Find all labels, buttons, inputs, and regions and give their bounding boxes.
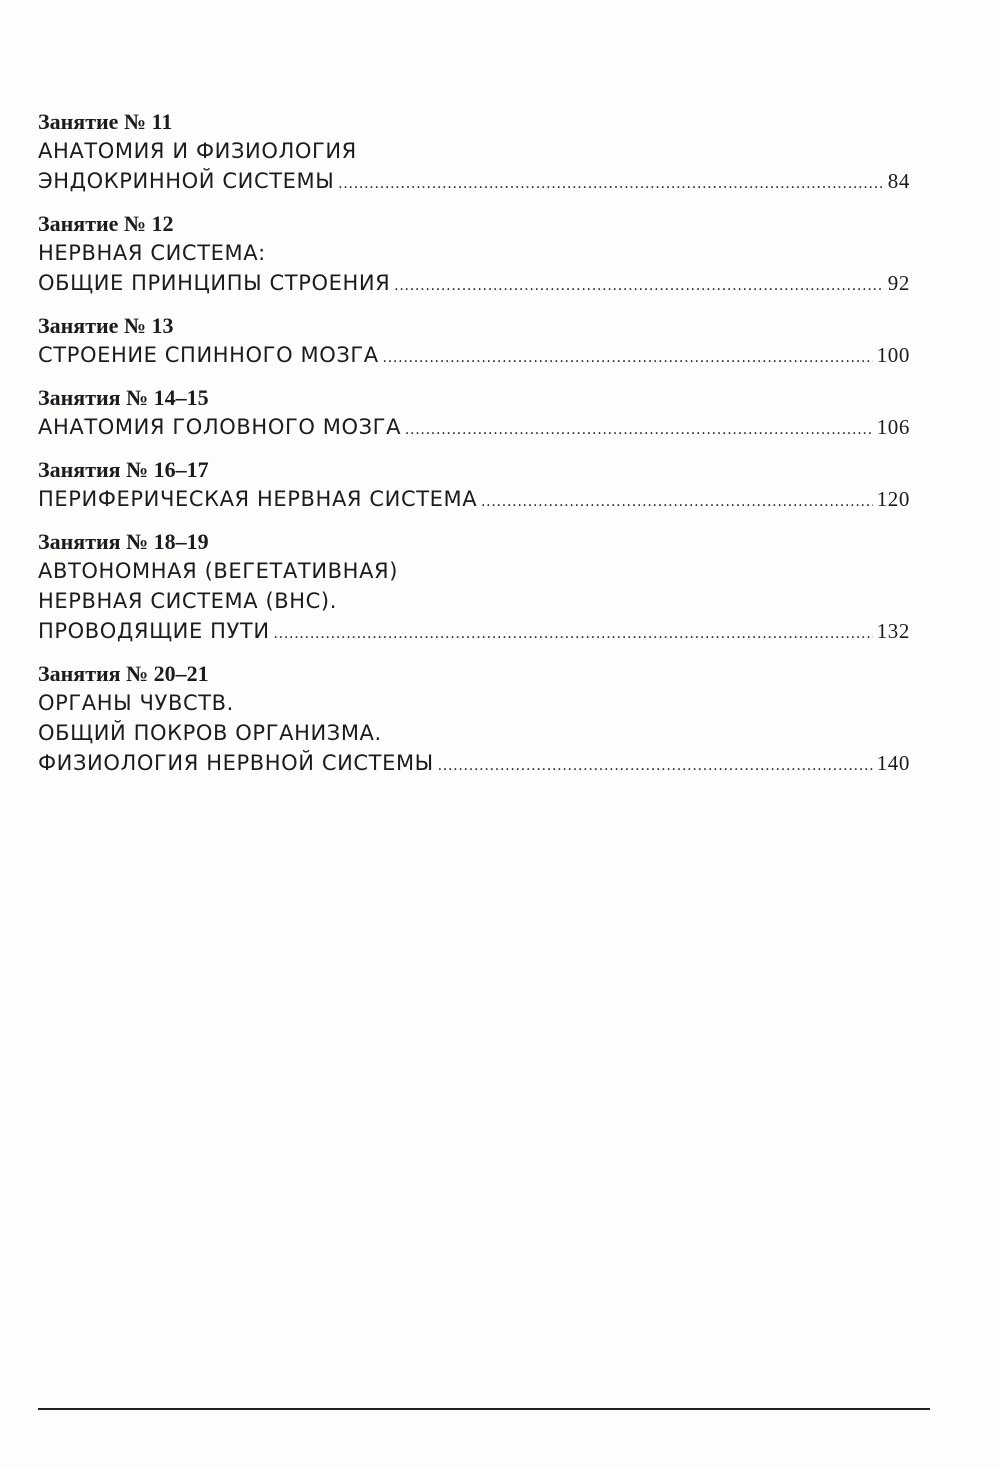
toc-entry bbox=[38, 384, 910, 442]
dot-leader bbox=[274, 619, 873, 649]
page-number: 84 bbox=[887, 169, 910, 193]
entry-title-line: НЕРВНАЯ СИСТЕМА: bbox=[38, 241, 266, 265]
entry-title-line: ОБЩИЙ ПОКРОВ ОРГАНИЗМА. bbox=[38, 721, 382, 745]
toc-entry bbox=[38, 312, 910, 370]
dot-leader bbox=[338, 169, 883, 199]
entry-title-text: ФИЗИОЛОГИЯ НЕРВНОЙ СИСТЕМЫ bbox=[38, 751, 434, 775]
dot-leader bbox=[481, 487, 872, 517]
page-number: 120 bbox=[876, 487, 910, 511]
dot-leader bbox=[438, 751, 873, 781]
entry-title-line bbox=[38, 340, 910, 370]
entry-title-line: АНАТОМИЯ И ФИЗИОЛОГИЯ bbox=[38, 139, 357, 163]
entry-title-line bbox=[38, 484, 910, 514]
page-number: 140 bbox=[876, 751, 910, 775]
bottom-rule bbox=[38, 1408, 930, 1410]
entry-title-line bbox=[38, 616, 910, 646]
dot-leader bbox=[394, 271, 883, 301]
lesson-heading: Занятие № 13 bbox=[38, 313, 174, 338]
entry-title-text: ПРОВОДЯЩИЕ ПУТИ bbox=[38, 619, 270, 643]
toc-entry bbox=[38, 456, 910, 514]
page-number: 132 bbox=[876, 619, 910, 643]
page-number: 100 bbox=[876, 343, 910, 367]
lesson-heading: Занятие № 11 bbox=[38, 109, 173, 134]
toc-entry bbox=[38, 108, 910, 196]
dot-leader bbox=[405, 415, 873, 445]
entry-title-text: АНАТОМИЯ ГОЛОВНОГО МОЗГА bbox=[38, 415, 402, 439]
page-number: 92 bbox=[887, 271, 910, 295]
table-of-contents bbox=[38, 108, 910, 778]
entry-title-line: АВТОНОМНАЯ (ВЕГЕТАТИВНАЯ) bbox=[38, 559, 399, 583]
toc-entry bbox=[38, 528, 910, 646]
toc-entry bbox=[38, 660, 910, 778]
entry-title-line bbox=[38, 748, 910, 778]
dot-leader bbox=[383, 343, 873, 373]
lesson-heading: Занятия № 14–15 bbox=[38, 385, 209, 410]
toc-entry bbox=[38, 210, 910, 298]
entry-title-text: ОБЩИЕ ПРИНЦИПЫ СТРОЕНИЯ bbox=[38, 271, 391, 295]
entry-title-line bbox=[38, 412, 910, 442]
entry-title-line: ОРГАНЫ ЧУВСТВ. bbox=[38, 691, 234, 715]
entry-title-line: НЕРВНАЯ СИСТЕМА (ВНС). bbox=[38, 589, 337, 613]
entry-title-line bbox=[38, 166, 910, 196]
page-number: 106 bbox=[876, 415, 910, 439]
lesson-heading: Занятия № 18–19 bbox=[38, 529, 209, 554]
entry-title-text: ПЕРИФЕРИЧЕСКАЯ НЕРВНАЯ СИСТЕМА bbox=[38, 487, 478, 511]
entry-title-text: ЭНДОКРИННОЙ СИСТЕМЫ bbox=[38, 169, 335, 193]
lesson-heading: Занятие № 12 bbox=[38, 211, 174, 236]
entry-title-line bbox=[38, 268, 910, 298]
lesson-heading: Занятия № 20–21 bbox=[38, 661, 209, 686]
lesson-heading: Занятия № 16–17 bbox=[38, 457, 209, 482]
entry-title-text: СТРОЕНИЕ СПИННОГО МОЗГА bbox=[38, 343, 379, 367]
